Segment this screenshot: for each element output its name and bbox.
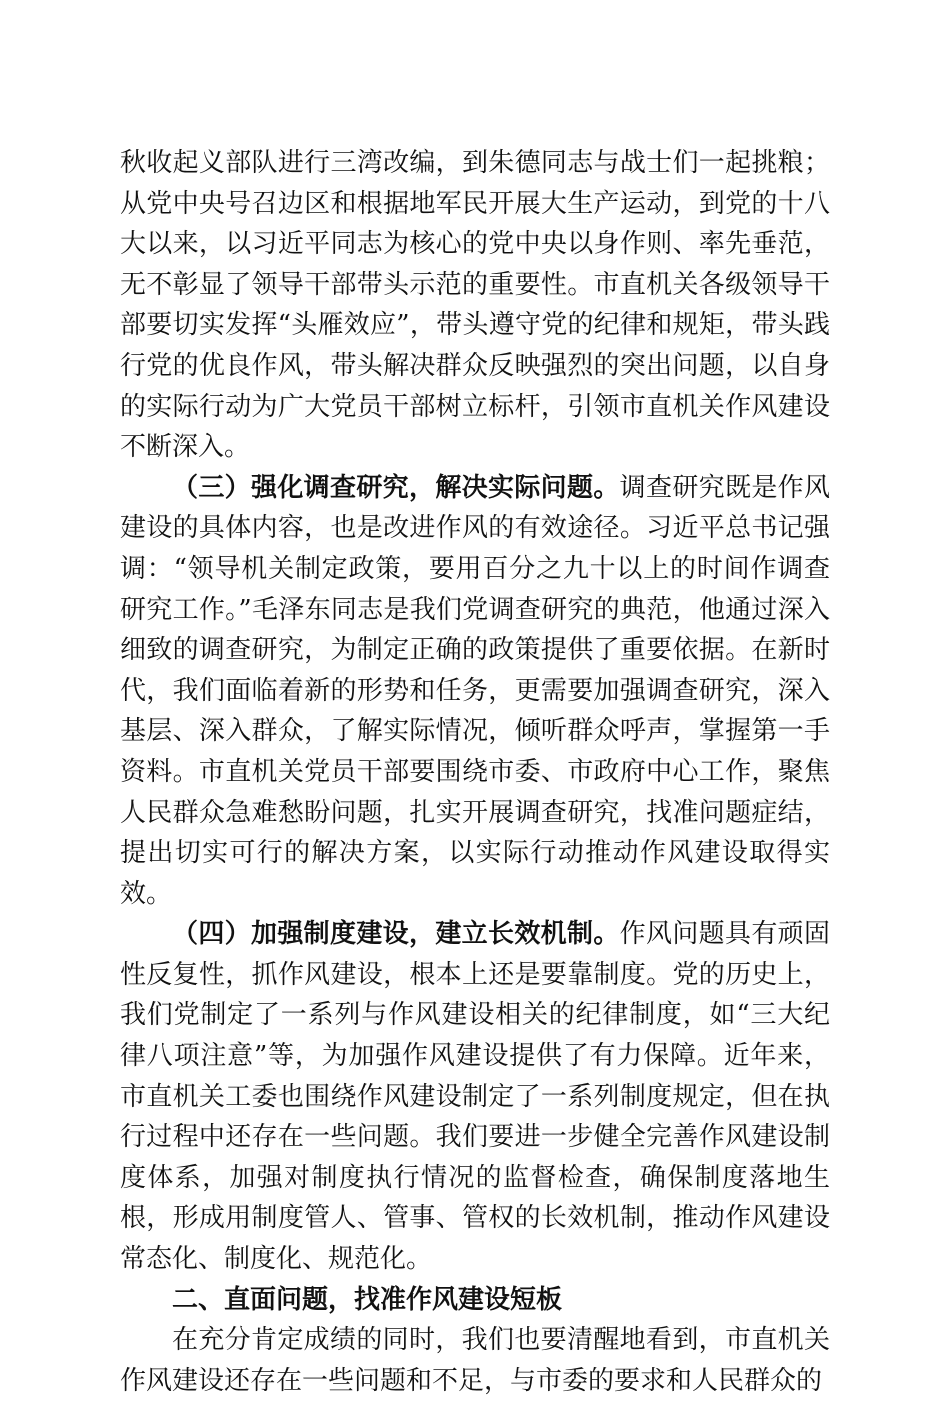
paragraph-body-text: 调查研究既是作风建设的具体内容，也是改进作风的有效途径。习近平总书记强调：“领导机关制定政策，要用百分之九十以上的时间作调查研究工作。”毛泽东同志是我们党调查研究的典范，他通过深入细致的调查研究，为制定正确的政策提供了重要依据。在新时代，我们面临着新的形势和任务，更需要加强调查研究，深入基层、深入群众，了解实际情况，倾听群众呼声，掌握第一手资料。市直机关党员干部要围绕市委、市政府中心工作，聚焦人民群众急难愁盼问题，扎实开展调查研究，找准问题症结，提出切实可行的解决方案，以实际行动推动作风建设取得实效。 [120, 472, 830, 909]
paragraph-problems-intro: 在充分肯定成绩的同时，我们也要清醒地看到，市直机关作风建设还存在一些问题和不足，与市委的要求和人民群众的 [120, 1325, 830, 1396]
paragraph-lead-heading: （四）加强制度建设，建立长效机制。 [172, 919, 620, 950]
paragraph-investigation-research [120, 468, 830, 915]
paragraph-institution-building [120, 914, 830, 1279]
paragraph-continuation: 秋收起义部队进行三湾改编，到朱德同志与战士们一起挑粮；从党中央号召边区和根据地军民开展大生产运动，到党的十八大以来，以习近平同志为核心的党中央以身作则、率先垂范，无不彰显了领导干部带头示范的重要性。市直机关各级领导干部要切实发挥“头雁效应”，带头遵守党的纪律和规矩，带头践行党的优良作风，带头解决群众反映强烈的突出问题，以自身的实际行动为广大党员干部树立标杆，引领市直机关作风建设不断深入。 [120, 148, 830, 463]
document-body [120, 143, 830, 1401]
paragraph-lead-heading: （三）强化调查研究，解决实际问题。 [172, 472, 620, 503]
paragraph-body-text: 作风问题具有顽固性反复性，抓作风建设，根本上还是要靠制度。党的历史上，我们党制定了一系列与作风建设相关的纪律制度，如“三大纪律八项注意”等，为加强作风建设提供了有力保障。近年来，市直机关工委也围绕作风建设制定了一系列制度规定，但在执行过程中还存在一些问题。我们要进一步健全完善作风建设制度体系，加强对制度执行情况的监督检查，确保制度落地生根，形成用制度管人、管事、管权的长效机制，推动作风建设常态化、制度化、规范化。 [120, 919, 830, 1275]
section-heading: 二、直面问题，找准作风建设短板 [172, 1284, 563, 1315]
